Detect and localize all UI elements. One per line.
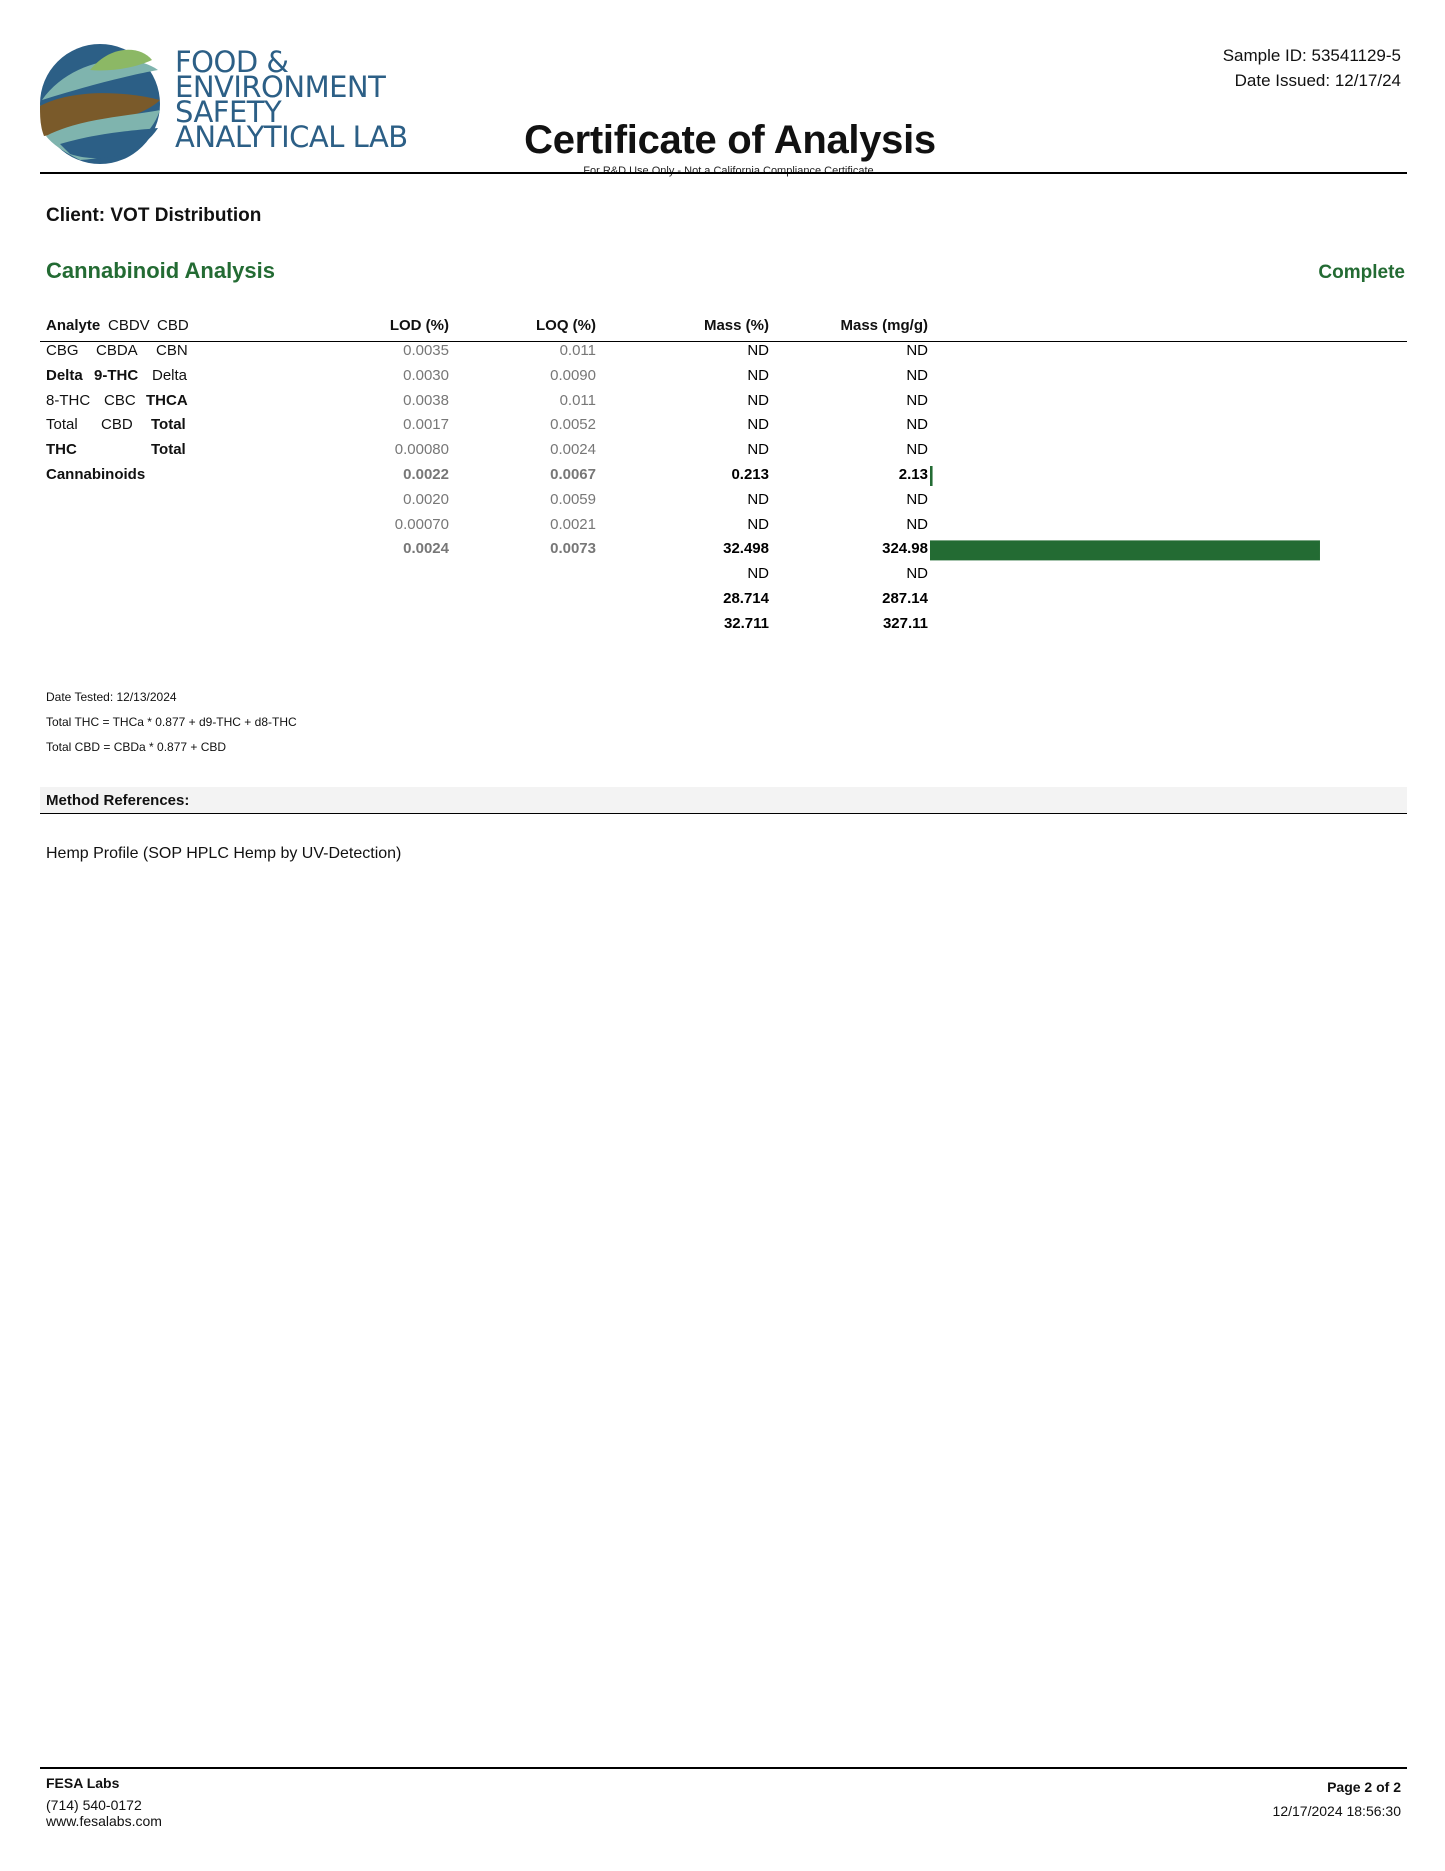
- analyte-label: Total: [151, 441, 186, 458]
- total-cbd-formula: Total CBD = CBDa * 0.877 + CBD: [46, 740, 227, 754]
- analyte-label: Delta: [152, 367, 188, 384]
- cell-lod: 0.0038: [403, 391, 449, 409]
- method-reference: Hemp Profile (SOP HPLC Hemp by UV-Detection): [46, 845, 402, 862]
- cell-mass: ND: [747, 366, 769, 384]
- analyte-label: Delta: [46, 367, 83, 384]
- analyte-label: CBG: [46, 342, 79, 359]
- sample-info: [1223, 43, 1401, 93]
- analyte-label: CBDV: [108, 317, 150, 334]
- footer-contact: [46, 1775, 162, 1829]
- client-name: Client: VOT Distribution: [46, 205, 262, 226]
- section-title: Cannabinoid Analysis: [46, 258, 276, 283]
- footer-page-info: [1273, 1775, 1401, 1823]
- cell-mass: 28.714: [723, 590, 769, 607]
- cell-loq: 0.011: [559, 391, 596, 409]
- logo-line: FOOD &: [175, 45, 289, 79]
- cell-mass: 0.213: [731, 466, 769, 483]
- col-header-mass-mg: Mass (mg/g): [840, 317, 928, 334]
- cell-mass: 32.711: [723, 614, 769, 632]
- cell-mg: 287.14: [882, 590, 928, 607]
- cell-loq: 0.0067: [550, 466, 596, 483]
- analyte-label: 8-THC: [46, 392, 91, 409]
- cell-mass: ND: [747, 441, 769, 459]
- cell-mass: ND: [747, 342, 769, 359]
- print-timestamp: 12/17/2024 18:56:30: [1272, 1803, 1401, 1819]
- analyte-label: CBD: [157, 317, 189, 334]
- cell-mass: ND: [747, 515, 769, 533]
- cell-lod: 0.0030: [403, 366, 449, 384]
- analyte-label: Total: [151, 416, 186, 433]
- cell-mg: ND: [906, 490, 928, 508]
- cell-mg: ND: [906, 342, 928, 359]
- document-subtitle: For R&D Use Only - Not a California Compliance Certificate.: [583, 165, 877, 177]
- chart-bar: [930, 540, 1320, 560]
- cell-mg: ND: [906, 416, 928, 434]
- cell-mass: ND: [747, 490, 769, 508]
- footer-phone: (714) 540-0172: [46, 1797, 142, 1813]
- logo-text: [175, 45, 408, 154]
- analyte-label: Total: [46, 416, 78, 433]
- chart-bar: [930, 466, 933, 486]
- cell-loq: 0.0021: [550, 515, 596, 533]
- method-references-title: Method References:: [46, 792, 190, 809]
- cell-mg: 2.13: [898, 466, 928, 483]
- analyte-label: CBD: [101, 416, 133, 433]
- status-badge: Complete: [1318, 262, 1405, 283]
- header-divider: [40, 172, 1407, 174]
- cell-lod: 0.00080: [394, 441, 449, 459]
- cell-lod: 0.00070: [394, 515, 449, 533]
- cell-loq: 0.011: [559, 342, 596, 359]
- cell-mg: ND: [906, 441, 928, 459]
- cell-mg: ND: [906, 515, 928, 533]
- cell-mass: ND: [747, 391, 769, 409]
- col-header-mass-percent: Mass (%): [703, 317, 769, 334]
- analyte-label: CBC: [104, 392, 136, 409]
- logo-line: ANALYTICAL LAB: [175, 120, 408, 154]
- analyte-label: CBDA: [96, 342, 138, 359]
- cell-mg: ND: [906, 565, 928, 583]
- document-title: Certificate of Analysis: [524, 118, 936, 162]
- analyte-label: CBN: [156, 342, 188, 359]
- mass-bar-chart: [930, 340, 1410, 640]
- cell-loq: 0.0052: [550, 416, 596, 434]
- analyte-label: THC: [46, 441, 77, 458]
- footer-lab-name: FESA Labs: [46, 1775, 120, 1791]
- footer-website: www.fesalabs.com: [46, 1813, 162, 1829]
- cell-mg: 324.98: [882, 540, 928, 558]
- analyte-label: 9-THC: [94, 367, 139, 384]
- method-references-band: [40, 787, 1407, 814]
- sample-id: Sample ID: 53541129-5: [1222, 46, 1401, 65]
- cell-lod: 0.0022: [403, 466, 449, 483]
- cell-lod: 0.0024: [403, 540, 449, 558]
- cell-loq: 0.0024: [550, 441, 596, 459]
- col-header-loq: LOQ (%): [536, 317, 596, 334]
- cell-loq: 0.0090: [550, 366, 596, 384]
- cell-mg: 327.11: [882, 614, 928, 632]
- logo-line: SAFETY: [175, 95, 282, 129]
- col-header-lod: LOD (%): [389, 317, 449, 334]
- analyte-label: THCA: [146, 392, 188, 409]
- cell-loq: 0.0059: [550, 490, 596, 508]
- cell-mg: ND: [906, 391, 928, 409]
- page-number: Page 2 of 2: [1327, 1779, 1401, 1795]
- footer-divider: [40, 1767, 1407, 1769]
- cell-lod: 0.0017: [403, 416, 449, 434]
- cell-mass: ND: [747, 565, 769, 583]
- logo-line: ENVIRONMENT: [175, 70, 386, 104]
- cell-mass: ND: [747, 416, 769, 434]
- analyte-label: Cannabinoids: [46, 466, 146, 483]
- date-issued: Date Issued: 12/17/24: [1234, 71, 1401, 90]
- cell-mass: 32.498: [723, 540, 769, 558]
- cell-loq: 0.0073: [550, 540, 596, 558]
- total-thc-formula: Total THC = THCa * 0.877 + d9-THC + d8-THC: [46, 715, 297, 729]
- date-tested: Date Tested: 12/13/2024: [46, 690, 177, 704]
- cell-lod: 0.0035: [403, 342, 449, 359]
- cell-lod: 0.0020: [403, 490, 449, 508]
- col-header-analyte: Analyte: [46, 317, 101, 334]
- logo-mark-icon: [40, 44, 160, 164]
- cell-mg: ND: [906, 366, 928, 384]
